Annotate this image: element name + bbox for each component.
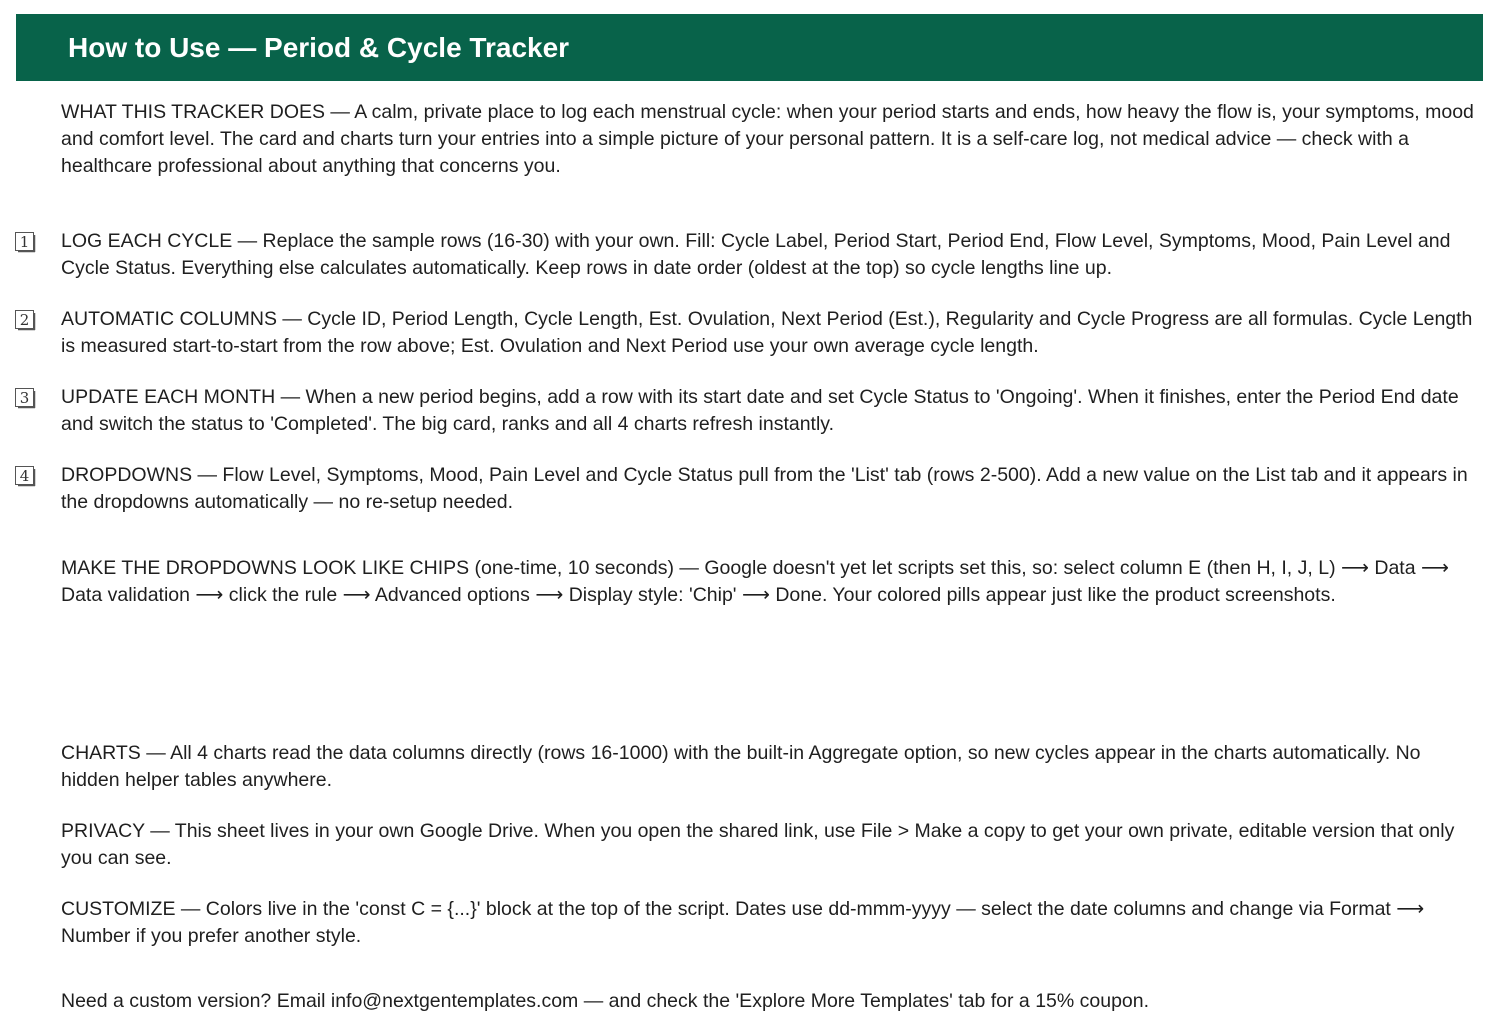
svg-text:3: 3 bbox=[19, 389, 30, 407]
page-title: How to Use — Period & Cycle Tracker bbox=[68, 32, 570, 63]
svg-text:1: 1 bbox=[19, 233, 30, 251]
step-1-text: LOG EACH CYCLE — Replace the sample rows (16-30) with your own. Fill: Cycle Label, Period Start, Period End, Flow Level, Symptoms, Mood, Pain Level and Cycle Status. Everything else calculates automatically. Keep rows in date order (oldest at the top) so cycle lengths line up. bbox=[61, 230, 1451, 279]
footer-contact-note: Need a custom version? Email info@nextgentemplates.com — and check the 'Explore More Templates' tab for a 15% coupon. bbox=[61, 990, 1150, 1012]
intro-paragraph: WHAT THIS TRACKER DOES — A calm, private place to log each menstrual cycle: when your period starts and ends, how heavy the flow is, your symptoms, mood and comfort level. The card and charts turn your entries into a simple picture of your personal pattern. It is a self-care log, not medical advice — check with a healthcare professional about anything that concerns you. bbox=[61, 101, 1474, 177]
step-4-text: DROPDOWNS — Flow Level, Symptoms, Mood, Pain Level and Cycle Status pull from the 'List' tab (rows 2-500). Add a new value on the List tab and it appears in the dropdowns automatically — no re-setup needed. bbox=[61, 464, 1468, 513]
step-3-number-icon bbox=[15, 388, 36, 409]
svg-text:2: 2 bbox=[19, 311, 30, 329]
page-header bbox=[16, 14, 1483, 81]
privacy-note: PRIVACY — This sheet lives in your own Google Drive. When you open the shared link, use File > Make a copy to get your own private, editable version that only you can see. bbox=[61, 820, 1455, 869]
customize-note: CUSTOMIZE — Colors live in the 'const C = {...}' block at the top of the script. Dates use dd-mmm-yyyy — select the date columns and change via Format ⟶ Number if you prefer another style. bbox=[61, 898, 1425, 947]
chips-instructions: MAKE THE DROPDOWNS LOOK LIKE CHIPS (one-time, 10 seconds) — Google doesn't yet let scripts set this, so: select column E (then H, I, J, L) ⟶ Data ⟶ Data validation ⟶ click the rule ⟶ Advanced options ⟶ Display style: 'Chip' ⟶ Done. Your colored pills appear just like the product screenshots. bbox=[61, 557, 1449, 606]
step-4-number-icon bbox=[15, 466, 36, 487]
step-3-text: UPDATE EACH MONTH — When a new period begins, add a row with its start date and set Cycle Status to 'Ongoing'. When it finishes, enter the Period End date and switch the status to 'Completed'. The big card, ranks and all 4 charts refresh instantly. bbox=[61, 386, 1459, 435]
step-2-number-icon bbox=[15, 310, 36, 331]
svg-text:4: 4 bbox=[19, 467, 30, 485]
step-2-text: AUTOMATIC COLUMNS — Cycle ID, Period Length, Cycle Length, Est. Ovulation, Next Period (Est.), Regularity and Cycle Progress are all formulas. Cycle Length is measured start-to-start from the row above; Est. Ovulation and Next Period use your own average cycle length. bbox=[61, 308, 1473, 357]
step-1-number-icon bbox=[15, 232, 36, 253]
charts-note: CHARTS — All 4 charts read the data columns directly (rows 16-1000) with the built-in Aggregate option, so new cycles appear in the charts automatically. No hidden helper tables anywhere. bbox=[61, 742, 1421, 791]
